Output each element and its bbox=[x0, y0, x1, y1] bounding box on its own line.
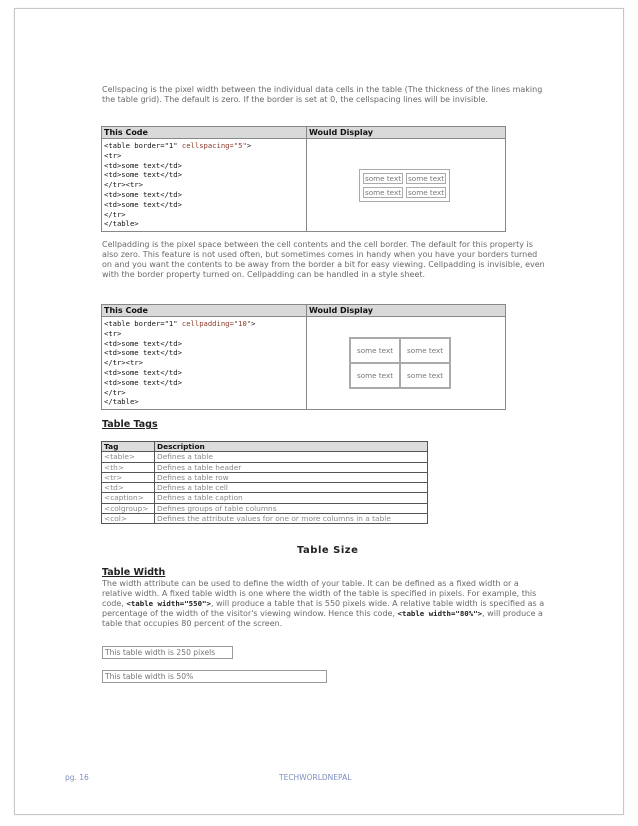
description-cell: Defines a table cell bbox=[155, 483, 428, 493]
demo-cell: some text bbox=[408, 173, 445, 183]
cellpadding-demo-table bbox=[349, 337, 451, 389]
table-row bbox=[102, 483, 428, 493]
code-text: <td>some text</td> bbox=[104, 338, 182, 348]
description-column-header: Description bbox=[155, 442, 428, 452]
code-text: </tr> bbox=[104, 209, 126, 219]
code-cell bbox=[102, 317, 307, 410]
width-50-percent-example-box: This table width is 50% bbox=[102, 670, 327, 683]
paragraph-text: The width attribute can be used to define the width of your table. It can be defined as a fixed width or a relative width. A fixed table width is one where the width of the table is specified in pixels. For example, this code, bbox=[102, 579, 537, 608]
code-line bbox=[104, 151, 304, 161]
code-cell bbox=[102, 139, 307, 232]
table-width-heading: Table Width bbox=[102, 567, 166, 578]
code-text: </tr><tr> bbox=[104, 180, 143, 190]
code-line bbox=[104, 200, 304, 210]
code-line bbox=[104, 210, 304, 220]
would-display-header: Would Display bbox=[307, 305, 506, 317]
code-line bbox=[104, 388, 304, 398]
would-display-header: Would Display bbox=[307, 127, 506, 139]
cellspacing-paragraph: Cellspacing is the pixel width between the individual data cells in the table (The thickness of the lines making the table grid). The default is zero. If the border is set at 0, the cellspacing lines will be invisible. bbox=[102, 85, 543, 104]
demo-cell: some text bbox=[365, 187, 402, 197]
code-line bbox=[104, 319, 304, 329]
demo-cell: some text bbox=[350, 363, 400, 388]
description-cell: Defines a table bbox=[155, 452, 428, 462]
description-cell: Defines groups of table columns bbox=[155, 503, 428, 513]
table-tags-heading: Table Tags bbox=[102, 419, 158, 430]
table-row bbox=[102, 514, 428, 524]
code-line bbox=[104, 219, 304, 229]
width-250-example-box: This table width is 250 pixels bbox=[102, 646, 233, 659]
code-text: <tr> bbox=[104, 150, 122, 160]
display-cell bbox=[307, 139, 506, 232]
description-cell: Defines the attribute values for one or more columns in a table bbox=[155, 514, 428, 524]
demo-cell: some text bbox=[400, 338, 450, 363]
table-row bbox=[102, 472, 428, 482]
this-code-header: This Code bbox=[102, 127, 307, 139]
code-text: </tr> bbox=[104, 387, 126, 397]
code-line bbox=[104, 190, 304, 200]
code-line bbox=[104, 397, 304, 407]
table-row bbox=[102, 503, 428, 513]
page-number: pg. 16 bbox=[65, 773, 89, 782]
table-width-paragraph bbox=[102, 579, 550, 629]
code-text: <tr> bbox=[104, 328, 122, 338]
code-text: <td>some text</td> bbox=[104, 348, 182, 358]
tag-cell: <caption> bbox=[102, 493, 155, 503]
inline-code: <table width="80%"> bbox=[397, 609, 483, 618]
code-text: </tr><tr> bbox=[104, 358, 143, 368]
table-row bbox=[102, 462, 428, 472]
demo-cell: some text bbox=[350, 338, 400, 363]
code-line bbox=[104, 161, 304, 171]
tag-cell: <tr> bbox=[102, 472, 155, 482]
code-text: <table border="1" bbox=[104, 319, 182, 328]
code-text: > bbox=[246, 141, 252, 150]
table-row bbox=[102, 493, 428, 503]
tag-cell: <th> bbox=[102, 462, 155, 472]
inline-code: <table width="550"> bbox=[126, 599, 211, 608]
code-line bbox=[104, 180, 304, 190]
paragraph-text: , will produce a table that occupies 80 percent of the screen. bbox=[102, 609, 543, 628]
display-cell bbox=[307, 317, 506, 410]
table-tags-table bbox=[101, 441, 428, 524]
code-text: <td>some text</td> bbox=[104, 377, 182, 387]
cellspacing-example-table bbox=[101, 126, 506, 232]
paragraph-text: , will produce a table that is 550 pixels wide. A relative table width is specified as a percentage of the width of the visitor's viewing window. Hence this code, bbox=[102, 599, 545, 618]
code-line bbox=[104, 358, 304, 368]
demo-cell: some text bbox=[408, 187, 445, 197]
code-line bbox=[104, 348, 304, 358]
tag-column-header: Tag bbox=[102, 442, 155, 452]
code-line bbox=[104, 170, 304, 180]
cellspacing-demo-table bbox=[359, 169, 450, 202]
code-text: <td>some text</td> bbox=[104, 170, 182, 180]
code-text: > bbox=[251, 319, 256, 328]
tag-cell: <colgroup> bbox=[102, 503, 155, 513]
code-line bbox=[104, 378, 304, 388]
cellpadding-paragraph: Cellpadding is the pixel space between the cell contents and the cell border. The default for this property is also zero. This feature is not used often, but sometimes comes in handy when you have your borders turned on and you want the contents to be away from the border a bit for easy viewing. Cellpadding is invisible, even with the border property turned on. Cellpadding can be handled in a style sheet. bbox=[102, 240, 545, 279]
code-line bbox=[104, 141, 304, 151]
tag-cell: <table> bbox=[102, 452, 155, 462]
cellspacing-code-block bbox=[104, 141, 304, 229]
demo-cell: some text bbox=[365, 173, 402, 183]
demo-cell: some text bbox=[400, 363, 450, 388]
footer-site-name: TECHWORLDNEPAL bbox=[279, 773, 352, 782]
code-line bbox=[104, 368, 304, 378]
code-text: </table> bbox=[104, 397, 139, 407]
table-size-heading: Table Size bbox=[297, 545, 359, 556]
description-cell: Defines a table header bbox=[155, 462, 428, 472]
code-attribute: cellpadding="10" bbox=[181, 319, 252, 328]
description-cell: Defines a table caption bbox=[155, 493, 428, 503]
tag-cell: <col> bbox=[102, 514, 155, 524]
code-text: </table> bbox=[104, 219, 139, 229]
table-row bbox=[102, 452, 428, 462]
tag-cell: <td> bbox=[102, 483, 155, 493]
cellpadding-example-table bbox=[101, 304, 506, 410]
code-line bbox=[104, 339, 304, 349]
cellpadding-code-block bbox=[104, 319, 304, 407]
code-text: <td>some text</td> bbox=[104, 160, 182, 170]
code-text: <table border="1" bbox=[104, 141, 182, 150]
description-cell: Defines a table row bbox=[155, 472, 428, 482]
code-text: <td>some text</td> bbox=[104, 189, 182, 199]
code-text: <td>some text</td> bbox=[104, 367, 182, 377]
code-text: <td>some text</td> bbox=[104, 199, 182, 209]
this-code-header: This Code bbox=[102, 305, 307, 317]
code-line bbox=[104, 329, 304, 339]
code-attribute: cellspacing="5" bbox=[181, 141, 247, 150]
